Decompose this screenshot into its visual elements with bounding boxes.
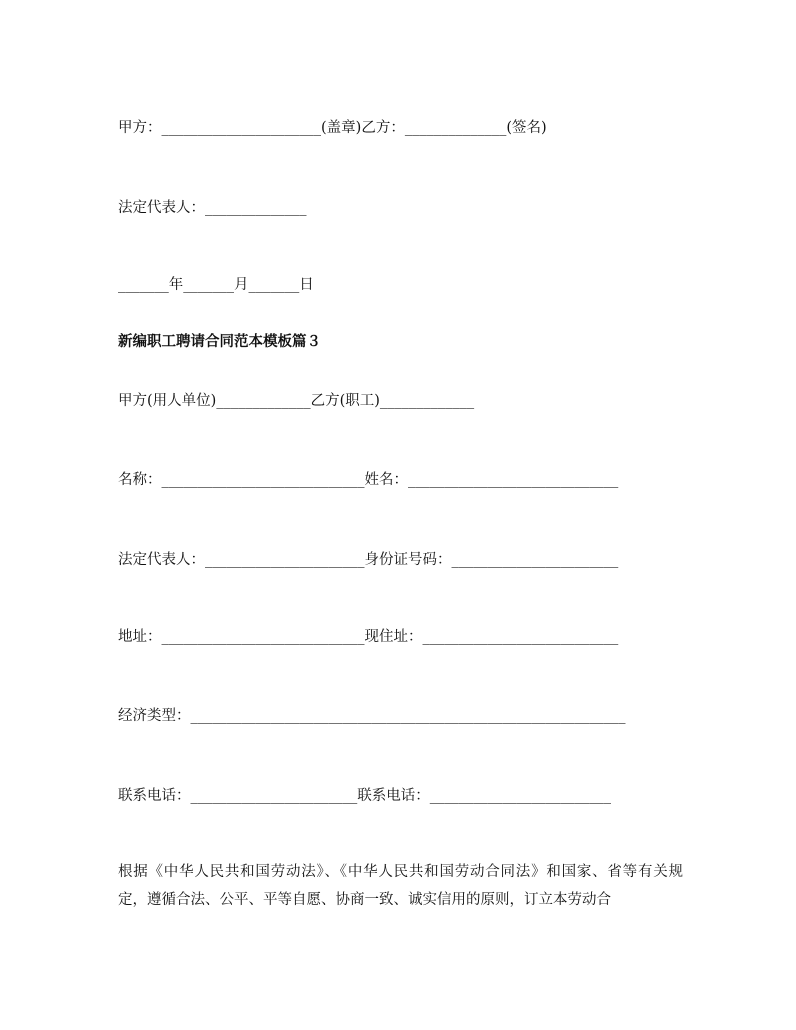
signature-line-legal-rep: 法定代表人：______________ xyxy=(118,200,307,216)
name-line: 名称：____________________________姓名：_____________________________ xyxy=(118,472,619,488)
address-line: 地址：____________________________现住址：___________________________ xyxy=(118,629,619,645)
signature-line-parties: 甲方：______________________(盖章)乙方：______________(签名) xyxy=(118,120,547,136)
economic-type-line: 经济类型：____________________________________________________________ xyxy=(118,708,626,724)
phone-line: 联系电话：_______________________联系电话：_________________________ xyxy=(118,788,611,804)
legal-rep-id-line: 法定代表人：______________________身份证号码：_______________________ xyxy=(118,552,619,568)
section-heading: 新编职工聘请合同范本模板篇３ xyxy=(118,333,321,350)
date-line: _______年_______月_______日 xyxy=(118,277,314,293)
body-paragraph: 根据《中华人民共和国劳动法》、《中华人民共和国劳动合同法》和国家、省等有关规定，遵循合法、公平、平等自愿、协商一致、诚实信用的原则，订立本劳动合 xyxy=(118,864,683,908)
parties-line: 甲方(用人单位)_____________乙方(职工)_____________ xyxy=(118,393,475,409)
